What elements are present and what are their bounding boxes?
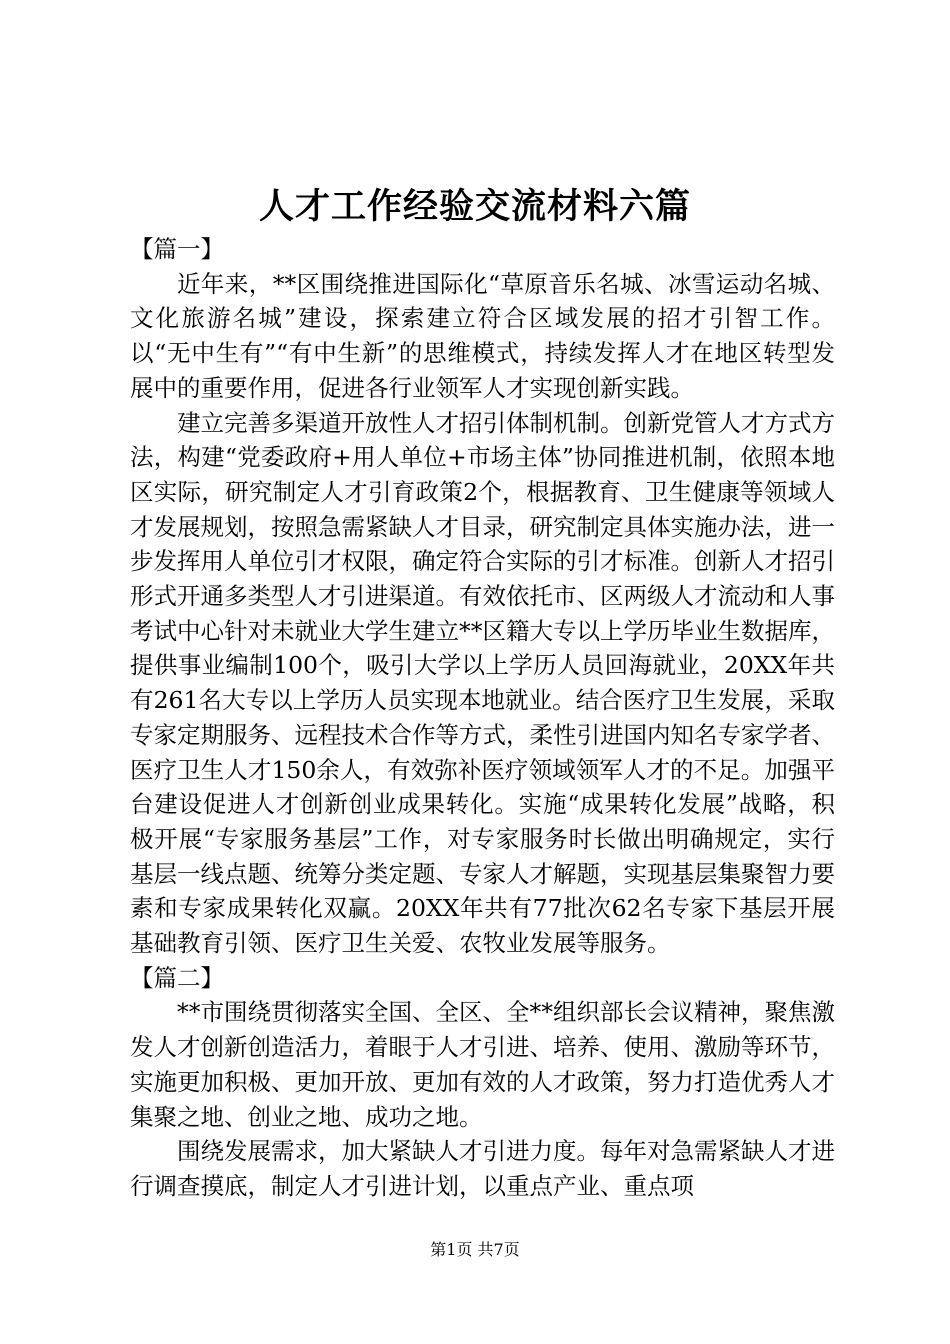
paragraph: 建立完善多渠道开放性人才招引体制机制。创新党管人才方式方法，构建“党委政府+用人单位+市场主体”协同推进机制，依照本地区实际，研究制定人才引育政策2个，根据教育、卫生健康等领域人才发展规划，按照急需紧缺人才目录，研究制定具体实施办法，进一步发挥用人单位引才权限，确定符合实际的引才标准。创新人才招引形式开通多类型人才引进渠道。有效依托市、区两级人才流动和人事考试中心针对未就业大学生建立**区籍大专以上学历毕业生数据库，提供事业编制100个，吸引大学以上学历人员回海就业，20XX年共有261名大专以上学历人员实现本地就业。结合医疗卫生发展，采取专家定期服务、远程技术合作等方式，柔性引进国内知名专家学者、医疗卫生人才150余人，有效弥补医疗领域领军人才的不足。加强平台建设促进人才创新创业成果转化。实施“成果转化发展”战略，积极开展“专家服务基层”工作，对专家服务时长做出明确规定，实行基层一线点题、统筹分类定题、专家人才解题，实现基层集聚智力要素和专家成果转化双赢。20XX年共有77批次62名专家下基层开展基础教育引领、医疗卫生关爱、农牧业发展等服务。 <box>130 408 835 958</box>
paragraph: 围绕发展需求，加大紧缺人才引进力度。每年对急需紧缺人才进行调查摸底，制定人才引进计划，以重点产业、重点项 <box>130 1137 835 1200</box>
document-title: 人才工作经验交流材料六篇 <box>258 186 691 227</box>
document-body <box>130 232 835 1204</box>
page-footer: 第1页 共7页 <box>430 1240 520 1259</box>
section-heading: 【篇一】 <box>130 235 224 263</box>
section-heading: 【篇二】 <box>130 963 224 992</box>
paragraph: **市围绕贯彻落实全国、全区、全**组织部长会议精神，聚焦激发人才创新创造活力，着眼于人才引进、培养、使用、激励等环节，实施更加积极、更加开放、更加有效的人才政策，努力打造优秀人才集聚之地、创业之地、成功之地。 <box>130 998 835 1131</box>
paragraph: 近年来，**区围绕推进国际化“草原音乐名城、冰雪运动名城、文化旅游名城”建设，探索建立符合区域发展的招才引智工作。以“无中生有”“有中生新”的思维模式，持续发挥人才在地区转型发展中的重要作用，促进各行业领军人才实现创新实践。 <box>130 269 835 402</box>
